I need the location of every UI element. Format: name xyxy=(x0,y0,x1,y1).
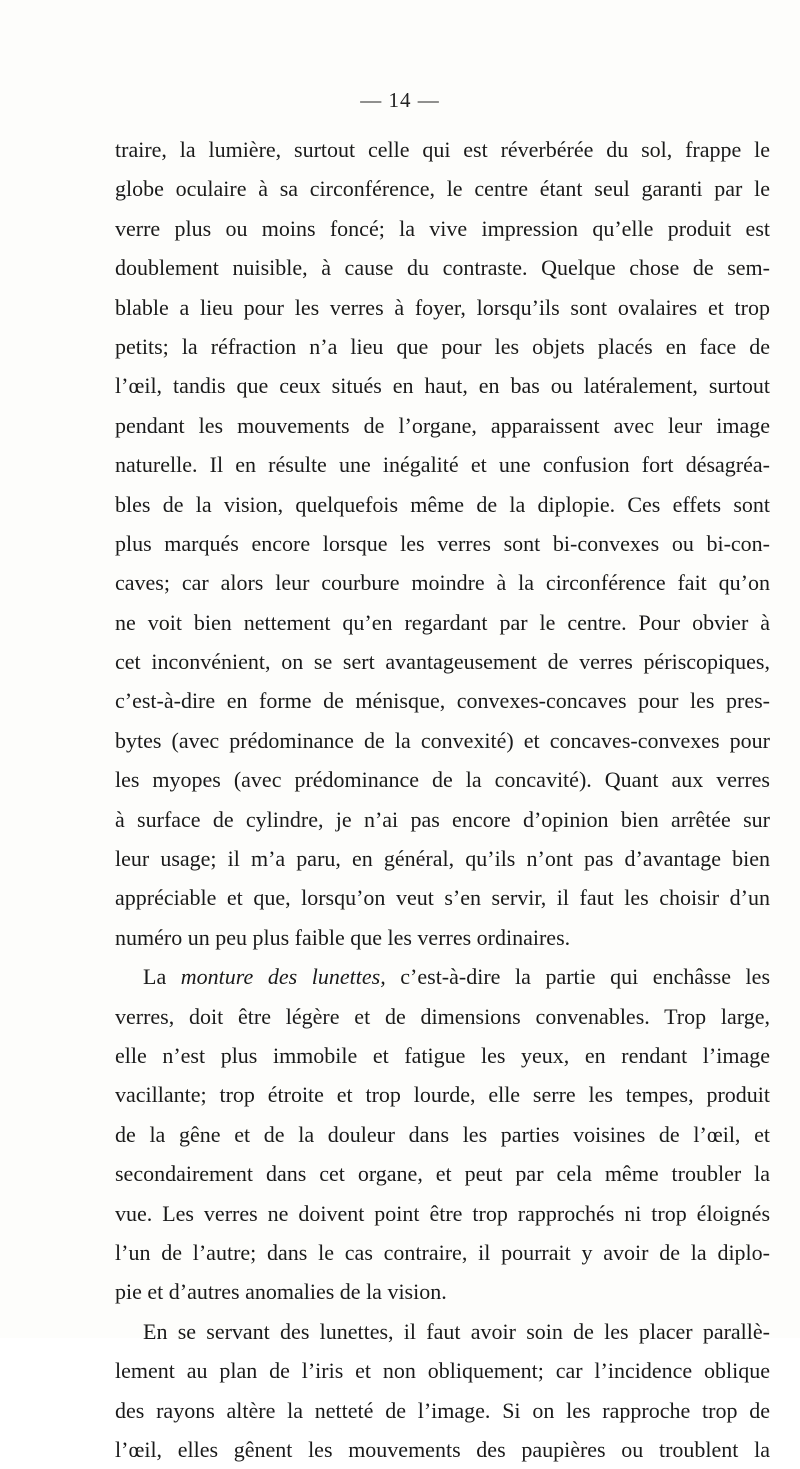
text-line: ne voit bien nettement qu’en regardant par le centre. Pour obvier à xyxy=(115,609,770,635)
text-line: appréciable et que, lorsqu’on veut s’en servir, il faut les choisir d’un xyxy=(115,885,770,911)
text-line: verres, doit être légère et de dimensions convenables. Trop large, xyxy=(115,1003,770,1029)
text-line: traire, la lumière, surtout celle qui est réverbérée du sol, frappe le xyxy=(115,137,770,162)
paragraph-3 xyxy=(115,1312,770,1469)
text-line: cet inconvénient, on se sert avantageusement de verres périscopiques, xyxy=(115,649,770,675)
text-line: elle n’est plus immobile et fatigue les yeux, en rendant l’image xyxy=(115,1042,770,1068)
text-line: doublement nuisible, à cause du contraste. Quelque chose de sem- xyxy=(115,255,770,281)
text-line: lement au plan de l’iris et non obliquement; car l’incidence oblique xyxy=(115,1358,770,1384)
text-line: bles de la vision, quelquefois même de la diplopie. Ces effets sont xyxy=(115,491,770,517)
text-line: petits; la réfraction n’a lieu que pour les objets placés en face de xyxy=(115,333,770,359)
text-line: caves; car alors leur courbure moindre à la circonférence fait qu’on xyxy=(115,570,770,596)
paragraph-1 xyxy=(115,130,770,957)
text-line: vue. Les verres ne doivent point être trop rapprochés ni trop éloignés xyxy=(115,1200,770,1226)
text-line: plus marqués encore lorsque les verres sont bi-convexes ou bi-con- xyxy=(115,530,770,556)
text-line: naturelle. Il en résulte une inégalité et une confusion fort désagréa- xyxy=(115,452,770,478)
text-line: vacillante; trop étroite et trop lourde, elle serre les tempes, produit xyxy=(115,1082,770,1108)
text-line: En se servant des lunettes, il faut avoir soin de les placer parallè- xyxy=(143,1318,770,1344)
text-span: La xyxy=(143,964,181,990)
body-text xyxy=(115,130,770,1469)
paragraph-2 xyxy=(115,957,770,1312)
text-line: à surface de cylindre, je n’ai pas encore d’opinion bien arrêtée sur xyxy=(115,806,770,832)
text-line: l’œil, tandis que ceux situés en haut, en bas ou latéralement, surtout xyxy=(115,373,770,399)
text-line: numéro un peu plus faible que les verres ordinaires. xyxy=(115,924,571,950)
italic-term: monture des lunettes, xyxy=(180,964,386,990)
text-line: l’œil, elles gênent les mouvements des paupières ou troublent la xyxy=(115,1436,770,1462)
text-line: c’est-à-dire en forme de ménisque, convexes-concaves pour les pres- xyxy=(115,688,770,714)
text-line: verre plus ou moins foncé; la vive impression qu’elle produit est xyxy=(115,215,770,241)
text-span: c’est-à-dire la partie qui enchâsse les xyxy=(385,964,770,990)
text-line: blable a lieu pour les verres à foyer, lorsqu’ils sont ovalaires et trop xyxy=(115,294,770,320)
text-line: bytes (avec prédominance de la convexité) et concaves-convexes pour xyxy=(115,727,770,753)
text-line: de la gêne et de la douleur dans les parties voisines de l’œil, et xyxy=(115,1121,770,1147)
page-number: — 14 — xyxy=(360,88,440,112)
text-line: l’un de l’autre; dans le cas contraire, il pourrait y avoir de la diplo- xyxy=(115,1239,770,1265)
text-line: pendant les mouvements de l’organe, apparaissent avec leur image xyxy=(115,412,770,438)
text-line xyxy=(115,957,770,996)
text-line: globe oculaire à sa circonférence, le centre étant seul garanti par le xyxy=(115,176,770,202)
text-line: des rayons altère la netteté de l’image. Si on les rapproche trop de xyxy=(115,1397,770,1423)
text-line: pie et d’autres anomalies de la vision. xyxy=(115,1279,447,1305)
text-line: secondairement dans cet organe, et peut par cela même troubler la xyxy=(115,1161,770,1187)
text-line: leur usage; il m’a paru, en général, qu’ils n’ont pas d’avantage bien xyxy=(115,846,770,872)
text-line: les myopes (avec prédominance de la concavité). Quant aux verres xyxy=(115,767,770,793)
